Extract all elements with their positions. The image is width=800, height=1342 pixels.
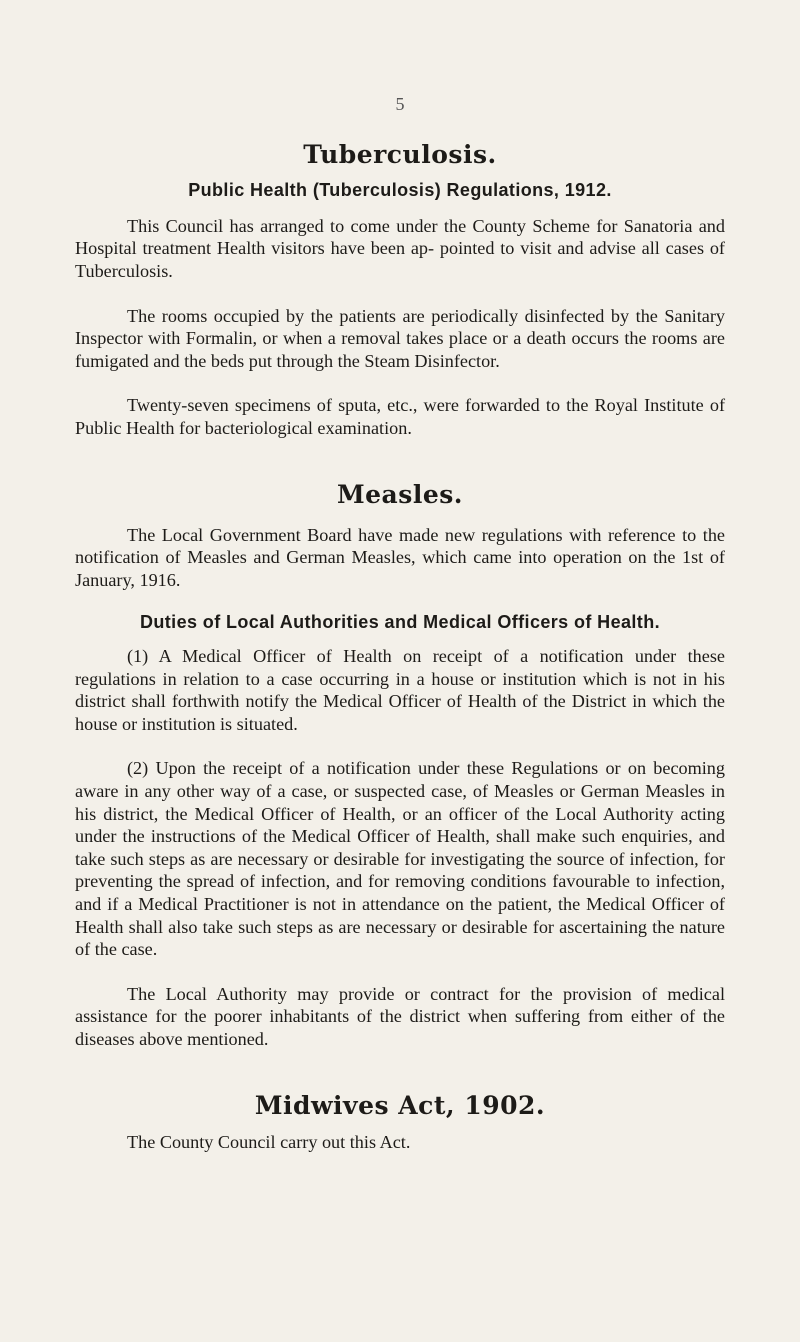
page-number: 5 — [395, 94, 405, 114]
duties-heading: Duties of Local Authorities and Medical Officers of Health. — [139, 612, 660, 633]
midwives-section — [75, 1091, 725, 1154]
tuberculosis-section — [75, 140, 725, 440]
tuberculosis-paragraph: Twenty-seven specimens of sputa, etc., were forwarded to the Royal Institute of Public Health for bacteriological examination. — [75, 395, 725, 438]
duties-paragraph: (1) A Medical Officer of Health on receipt of a notification under these regulations in relation to a case occurring in a house or institution which is not in his district shall forthwith notify the Medical Officer of Health of the District in which the house or institution is situated. — [75, 646, 725, 734]
measles-paragraph: The Local Government Board have made new regulations with reference to the notification of Measles and German Measles, which came into operation on the 1st of January, 1916. — [75, 524, 725, 590]
midwives-paragraph: The County Council carry out this Act. — [127, 1131, 411, 1152]
page-content — [75, 140, 725, 1153]
duties-paragraph: The Local Authority may provide or contract for the provision of medical assistance for the poorer inhabitants of the district when suffering from either of the diseases above mentioned. — [75, 983, 725, 1049]
tuberculosis-paragraph: The rooms occupied by the patients are periodically disinfected by the Sanitary Inspector with Formalin, or when a removal takes place or a death occurs the rooms are fumigated and the beds put through the Steam Disinfector. — [75, 305, 725, 371]
measles-heading: Measles. — [336, 479, 464, 509]
measles-section — [75, 480, 725, 592]
tuberculosis-paragraph: This Council has arranged to come under the County Scheme for Sanatoria and Hospital treatment Health visitors have been ap- pointed to visit and advise all cases of Tuberculosis. — [75, 215, 725, 281]
tuberculosis-regulations-subheading: Public Health (Tuberculosis) Regulations, 1912. — [188, 180, 612, 200]
duties-section — [75, 611, 725, 1050]
duties-paragraph: (2) Upon the receipt of a notification under these Regulations or on becoming aware in any other way of a case, or suspected case, of Measles or German Measles in his district, the Medical Officer of Health, or an officer of the Local Authority acting under the instructions of the Medical Officer of Health, shall make such enquiries, and take such steps as are necessary or desirable for investigating the source of infection, for preventing the spread of infection, and for removing conditions favourable to infection, and if a Medical Practitioner is not in attendance on the patient, the Medical Officer of Health shall also take such steps as are necessary or desirable for ascertaining the nature of the case. — [75, 758, 725, 960]
midwives-heading: Midwives Act, 1902. — [254, 1090, 546, 1120]
tuberculosis-heading: Tuberculosis. — [303, 140, 497, 169]
